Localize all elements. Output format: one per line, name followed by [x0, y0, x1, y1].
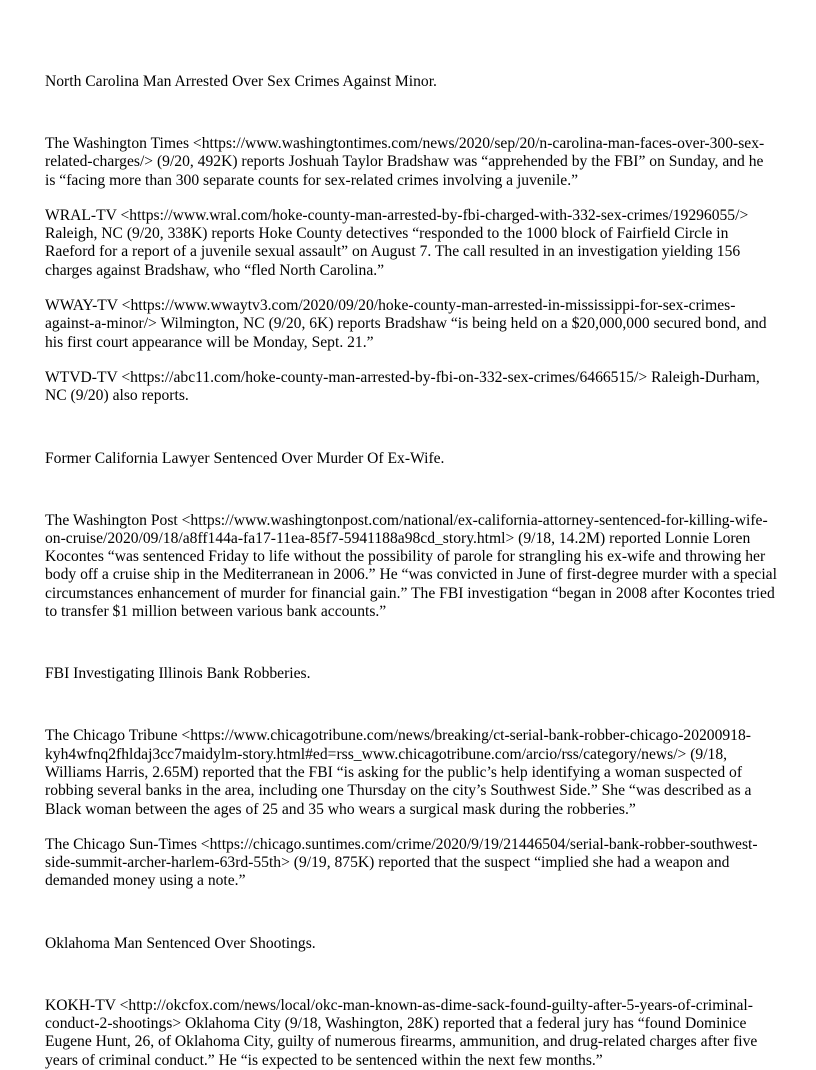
story-heading: Oklahoma Man Sentenced Over Shootings. [45, 934, 316, 952]
story-paragraph: WWAY-TV <https://www.wwaytv3.com/2020/09/20/hoke-county-man-arrested-in-mississippi-for-sex-crimes-against-a-minor/> Wilmington, NC (9/20, 6K) reports Bradshaw “is being held on a $20,000,000 secured bond, and his first court appearance will be Monday, Sept. 21.” [45, 297, 767, 351]
story-paragraph: The Chicago Tribune <https://www.chicagotribune.com/news/breaking/ct-serial-bank-robber-chicago-20200918-kyh4wfnq2fhldaj3cc7maidylm-story.html#ed=rss_www.chicagotribune.com/arcio/rss/category/news/> (9/18, Williams Harris, 2.65M) reported that the FBI “is asking for the public’s help identifying a woman suspected of robbing several banks in the area, including one Thursday on the city’s Southwest Side.” She “was described as a Black woman between the ages of 25 and 35 who wears a surgical mask during the robberies.” [45, 727, 752, 818]
story-paragraph: WTVD-TV <https://abc11.com/hoke-county-man-arrested-by-fbi-on-332-sex-crimes/6466515/> Raleigh-Durham, NC (9/20) also reports. [45, 368, 760, 405]
story-heading: FBI Investigating Illinois Bank Robberies. [45, 665, 311, 683]
story-paragraph: The Chicago Sun-Times <https://chicago.suntimes.com/crime/2020/9/19/21446504/serial-bank-robber-southwest-side-summit-archer-harlem-63rd-55th> (9/19, 875K) reported that the suspect “implied she had a weapon and demanded money using a note.” [45, 835, 758, 890]
story-paragraph: KOKH-TV <http://okcfox.com/news/local/okc-man-known-as-dime-sack-found-guilty-after-5-years-of-criminal-conduct-2-shootings> Oklahoma City (9/18, Washington, 28K) reported that a federal jury has “found Dominice Eugene Hunt, 26, of Oklahoma City, guilty of numerous firearms, ammunition, and drug-related charges after five years of criminal conduct.” He “is expected to be sentenced within the next few months.” [45, 996, 758, 1069]
story-heading: Former California Lawyer Sentenced Over Murder Of Ex-Wife. [45, 449, 445, 467]
story-paragraph: The Washington Post <https://www.washingtonpost.com/national/ex-california-attorney-sentenced-for-killing-wife-on-cruise/2020/09/18/a8ff144a-fa17-11ea-85f7-5941188a98cd_story.html> (9/18, 14.2M) reported Lonnie Loren Kocontes “was sentenced Friday to life without the possibility of parole for strangling his ex-wife and throwing her body off a cruise ship in the Mediterranean in 2006.” He “was convicted in June of first-degree murder with a special circumstances enhancement of murder for financial gain.” The FBI investigation “began in 2008 after Kocontes tried to transfer $1 million between various bank accounts.” [45, 511, 777, 621]
story-heading: North Carolina Man Arrested Over Sex Crimes Against Minor. [45, 73, 437, 90]
document-page [45, 72, 777, 1070]
story-paragraph: WRAL-TV <https://www.wral.com/hoke-county-man-arrested-by-fbi-charged-with-332-sex-crimes/19296055/> Raleigh, NC (9/20, 338K) reports Hoke County detectives “responded to the 1000 block of Fairfield Circle in Raeford for a report of a juvenile sexual assault” on August 7. The call resulted in an investigation yielding 156 charges against Bradshaw, who “fled North Carolina.” [45, 206, 749, 279]
story-paragraph: The Washington Times <https://www.washingtontimes.com/news/2020/sep/20/n-carolina-man-faces-over-300-sex-related-charges/> (9/20, 492K) reports Joshuah Taylor Bradshaw was “apprehended by the FBI” on Sunday, and he is “facing more than 300 separate counts for sex-related crimes involving a juvenile.” [45, 135, 765, 189]
